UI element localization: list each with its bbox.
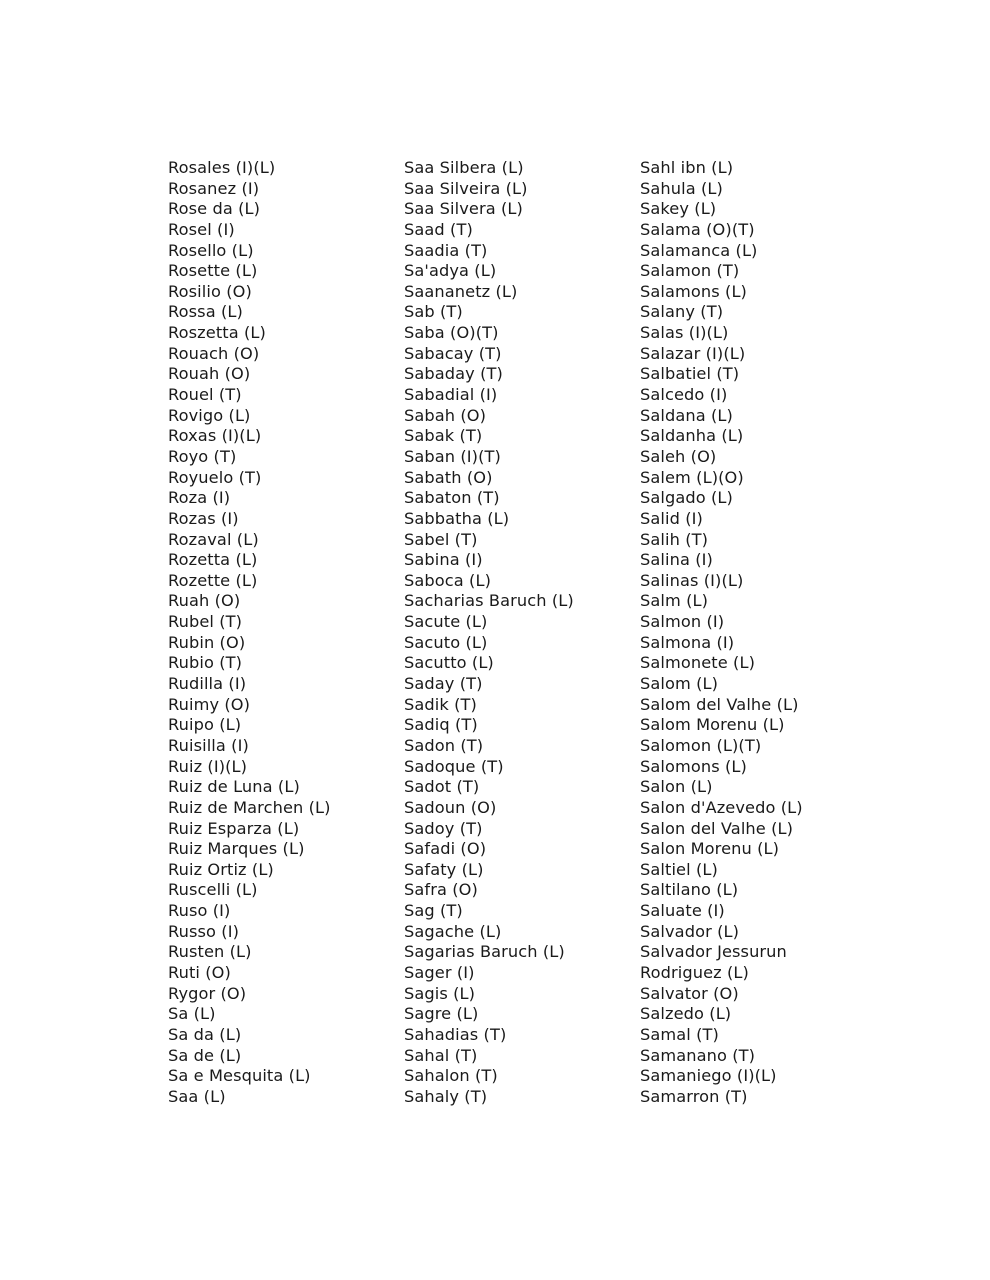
surname-entry: Saldana (L) [640, 405, 733, 425]
surname-entry: Rubel (T) [168, 612, 243, 632]
surname-entry: Samal (T) [640, 1024, 719, 1044]
surname-entry: Sab (T) [404, 302, 463, 322]
surname-entry: Salcedo (I) [640, 385, 728, 405]
surname-entry: Sahaly (T) [404, 1086, 488, 1106]
surname-entry: Salinas (I)(L) [640, 570, 744, 590]
surname-entry: Salmon (I) [640, 612, 725, 632]
surname-entry: Samaniego (I)(L) [640, 1066, 777, 1086]
surname-entry: Sahadias (T) [404, 1024, 507, 1044]
surname-entry: Salomons (L) [640, 756, 747, 776]
surname-entry: Sabak (T) [404, 426, 483, 446]
surname-entry: Sabaton (T) [404, 488, 500, 508]
surname-entry: Safra (O) [404, 880, 478, 900]
surname-entry: Sa e Mesquita (L) [168, 1066, 311, 1086]
surname-entry: Salomon (L)(T) [640, 735, 762, 755]
surname-entry: Salany (T) [640, 302, 724, 322]
surname-entry: Salm (L) [640, 591, 709, 611]
surname-entry: Royo (T) [168, 446, 237, 466]
surname-entry: Saa Silbera (L) [404, 158, 524, 177]
surname-entry: Sa (L) [168, 1004, 216, 1024]
surname-entry: Rudilla (I) [168, 674, 247, 694]
surname-entry: Salmona (I) [640, 632, 735, 652]
surname-entry: Saban (I)(T) [404, 446, 501, 466]
surname-entry: Salmonete (L) [640, 653, 755, 673]
surname-entry: Ruscelli (L) [168, 880, 258, 900]
surname-entry: Sabacay (T) [404, 343, 502, 363]
surname-entry: Sacute (L) [404, 612, 488, 632]
surname-entry: Rozas (I) [168, 508, 239, 528]
surname-entry: Ruiz de Marchen (L) [168, 797, 331, 817]
surname-entry: Salina (I) [640, 550, 713, 570]
surname-entry: Sahula (L) [640, 178, 723, 198]
surname-entry: Salama (O)(T) [640, 219, 755, 239]
surname-entry: Safaty (L) [404, 859, 484, 879]
surname-entry: Salamanca (L) [640, 240, 758, 260]
surname-entry: Rusten (L) [168, 942, 252, 962]
surname-entry: Sagarias Baruch (L) [404, 942, 565, 962]
surname-entry: Salon del Valhe (L) [640, 818, 794, 838]
surname-entry: Rosello (L) [168, 240, 254, 260]
surname-entry: Rovigo (L) [168, 405, 251, 425]
surname-entry: Saday (T) [404, 674, 483, 694]
surname-entry: Rosette (L) [168, 261, 258, 281]
surname-entry: Rouah (O) [168, 364, 251, 384]
surname-entry: Sagache (L) [404, 921, 502, 941]
surname-entry: Sagre (L) [404, 1004, 479, 1024]
surname-entry: Salom (L) [640, 674, 719, 694]
surname-entry: Russo (I) [168, 921, 240, 941]
surname-entry: Salvador Jessurun [640, 942, 787, 962]
surname-entry: Saboca (L) [404, 570, 491, 590]
surname-entry: Sacutto (L) [404, 653, 494, 673]
surname-entry: Rosales (I)(L) [168, 158, 276, 177]
surname-entry: Rose da (L) [168, 199, 261, 219]
surname-entry: Sadoy (T) [404, 818, 483, 838]
surname-entry: Sahalon (T) [404, 1066, 498, 1086]
surname-entry: Sacuto (L) [404, 632, 488, 652]
surname-entry: Rozette (L) [168, 570, 258, 590]
surname-entry: Ruah (O) [168, 591, 241, 611]
surname-entry: Sadoun (O) [404, 797, 497, 817]
surname-entry: Ruiz (I)(L) [168, 756, 248, 776]
surname-entry: Rosilio (O) [168, 281, 252, 301]
surname-entry: Rosanez (I) [168, 178, 260, 198]
surname-entry: Ruiz Ortiz (L) [168, 859, 274, 879]
surname-entry: Salid (I) [640, 508, 703, 528]
surname-entry: Ruimy (O) [168, 694, 251, 714]
surname-entry: Saleh (O) [640, 446, 717, 466]
surname-entry: Royuelo (T) [168, 467, 262, 487]
surname-entry: Sag (T) [404, 901, 463, 921]
surname-entry: Samarron (T) [640, 1086, 748, 1106]
surname-entry: Salbatiel (T) [640, 364, 740, 384]
surname-entry: Ruiz Esparza (L) [168, 818, 300, 838]
surname-entry: Rosel (I) [168, 219, 235, 239]
surname-entry: Salas (I)(L) [640, 323, 729, 343]
surname-entry: Safadi (O) [404, 839, 487, 859]
surname-entry: Rouach (O) [168, 343, 260, 363]
surname-entry: Rossa (L) [168, 302, 243, 322]
surname-entry: Ruisilla (I) [168, 735, 249, 755]
surname-column-1 [168, 158, 398, 1107]
surname-entry: Sa de (L) [168, 1045, 242, 1065]
surname-entry: Salom del Valhe (L) [640, 694, 799, 714]
surname-entry: Sabel (T) [404, 529, 478, 549]
surname-entry: Salom Morenu (L) [640, 715, 785, 735]
surname-entry: Salon d'Azevedo (L) [640, 797, 803, 817]
surname-entry: Saltilano (L) [640, 880, 739, 900]
surname-entry: Sadot (T) [404, 777, 480, 797]
surname-entry: Rouel (T) [168, 385, 242, 405]
surname-entry: Rodriguez (L) [640, 962, 749, 982]
surname-entry: Saba (O)(T) [404, 323, 499, 343]
surname-entry: Roxas (I)(L) [168, 426, 262, 446]
surname-entry: Sabath (O) [404, 467, 493, 487]
surname-entry: Salzedo (L) [640, 1004, 732, 1024]
surname-entry: Ruti (O) [168, 962, 231, 982]
surname-entry: Sadik (T) [404, 694, 477, 714]
surname-entry: Sadon (T) [404, 735, 484, 755]
surname-entry: Salih (T) [640, 529, 709, 549]
surname-entry: Rozaval (L) [168, 529, 259, 549]
surname-entry: Salon Morenu (L) [640, 839, 780, 859]
surname-entry: Salamon (T) [640, 261, 740, 281]
surname-entry: Salazar (I)(L) [640, 343, 746, 363]
surname-entry: Salgado (L) [640, 488, 733, 508]
surname-entry: Saananetz (L) [404, 281, 518, 301]
surname-entry: Sabina (I) [404, 550, 483, 570]
surname-entry: Sabaday (T) [404, 364, 503, 384]
surname-entry: Samanano (T) [640, 1045, 756, 1065]
surname-entry: Salamons (L) [640, 281, 747, 301]
surname-entry: Ruso (I) [168, 901, 231, 921]
surname-entry: Salvator (O) [640, 983, 739, 1003]
surname-entry: Sacharias Baruch (L) [404, 591, 574, 611]
surname-column-3 [640, 158, 900, 1107]
surname-entry: Ruipo (L) [168, 715, 242, 735]
surname-entry: Sahl ibn (L) [640, 158, 734, 177]
surname-entry: Rubio (T) [168, 653, 243, 673]
surname-entry: Rubin (O) [168, 632, 246, 652]
surname-entry: Salem (L)(O) [640, 467, 744, 487]
surname-entry: Saa Silvera (L) [404, 199, 523, 219]
surname-entry: Sadiq (T) [404, 715, 478, 735]
surname-entry: Saa (L) [168, 1086, 226, 1106]
surname-entry: Ruiz de Luna (L) [168, 777, 300, 797]
surname-entry: Sager (I) [404, 962, 475, 982]
surname-entry: Roszetta (L) [168, 323, 266, 343]
surname-entry: Rygor (O) [168, 983, 247, 1003]
surname-entry: Sabadial (I) [404, 385, 498, 405]
surname-entry: Salvador (L) [640, 921, 740, 941]
surname-entry: Sagis (L) [404, 983, 476, 1003]
surname-entry: Saltiel (L) [640, 859, 718, 879]
surname-entry: Saldanha (L) [640, 426, 744, 446]
surname-entry: Ruiz Marques (L) [168, 839, 305, 859]
surname-entry: Sa'adya (L) [404, 261, 497, 281]
surname-entry: Saluate (I) [640, 901, 725, 921]
surname-entry: Rozetta (L) [168, 550, 258, 570]
surname-entry: Roza (I) [168, 488, 231, 508]
surname-entry: Sahal (T) [404, 1045, 478, 1065]
surname-entry: Sa da (L) [168, 1024, 242, 1044]
surname-entry: Sadoque (T) [404, 756, 504, 776]
surname-entry: Sabah (O) [404, 405, 487, 425]
surname-entry: Sabbatha (L) [404, 508, 510, 528]
surname-entry: Saa Silveira (L) [404, 178, 528, 198]
surname-entry: Saad (T) [404, 219, 473, 239]
surname-column-2 [404, 158, 634, 1107]
surname-entry: Salon (L) [640, 777, 713, 797]
surname-entry: Sakey (L) [640, 199, 717, 219]
surname-entry: Saadia (T) [404, 240, 488, 260]
